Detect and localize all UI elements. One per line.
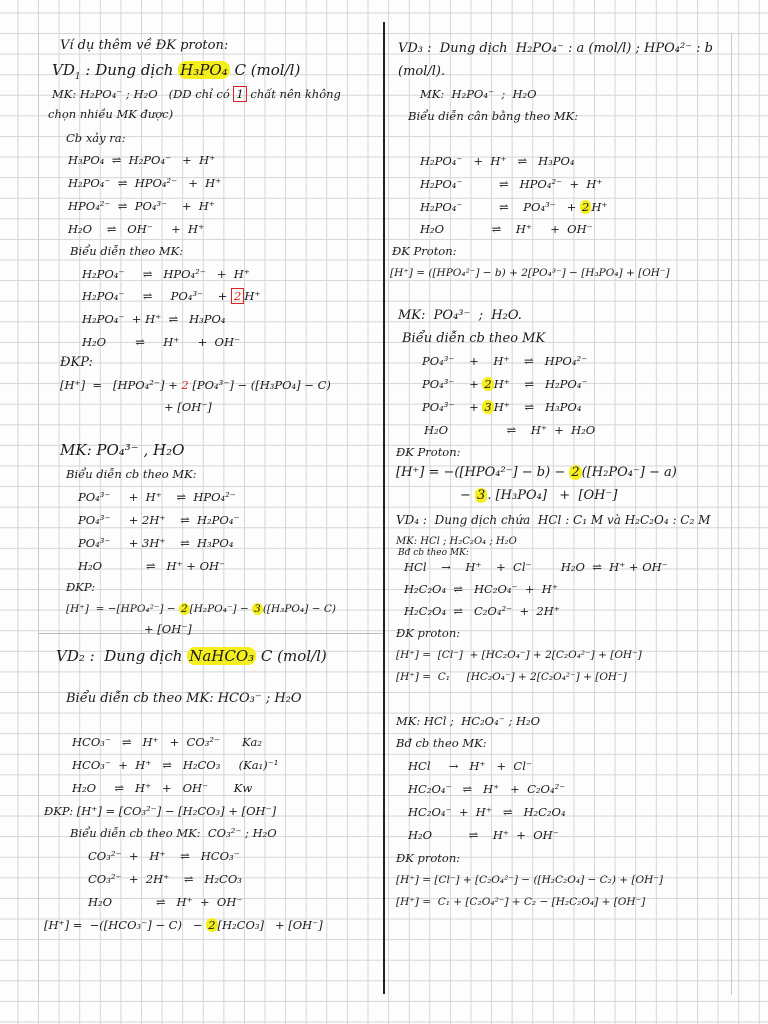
vd2-last-line	[44, 918, 323, 932]
vd3-eq2c	[422, 400, 581, 414]
vd1-note-c: chọn nhiều MK được)	[48, 107, 174, 121]
vd1-dkp-c: + [OH⁻]	[164, 400, 212, 414]
vd1-eq: H₂PO₄⁻ ⇌ HPO₄²⁻ + H⁺	[68, 176, 222, 190]
vd1-bd: Biểu diễn theo MK:	[70, 244, 184, 258]
vd3-heading: VD₃ : Dung dịch H₂PO₄⁻ : a (mol/l) ; HPO₄²⁻ : b	[398, 41, 714, 56]
vd3-eq2c-h: 3	[484, 400, 492, 414]
vd4-bd: Bđ cb theo MK:	[398, 548, 469, 558]
vd1-heading-sub: 1	[74, 72, 81, 82]
vd4-dk1: [H⁺] = [Cl⁻] + [HC₂O₄⁻] + 2[C₂O₄²⁻] + [OH⁻]	[396, 649, 642, 661]
vd1-formula-highlight: H₃PO₄	[180, 61, 228, 79]
vd1-eq: HPO₄²⁻ ⇌ PO₄³⁻ + H⁺	[68, 199, 215, 213]
vd4-eq2: H₂O ⇌ H⁺ + OH⁻	[408, 828, 559, 842]
vd3-eq: H₂PO₄⁻ ⇌ HPO₄²⁻ + H⁺	[420, 177, 603, 191]
vd1-dkp-b: [PO₄³⁻] − ([H₃PO₄] − C)	[192, 378, 331, 392]
vd4-eq: H₂C₂O₄ ⇌ HC₂O₄⁻ + H⁺	[404, 582, 558, 596]
vd4-eq2: HCl → H⁺ + Cl⁻	[408, 759, 532, 773]
vd3-eq2c-b: H⁺ ⇌ H₃PO₄	[493, 400, 582, 414]
vd1-eq: H₃PO₄ ⇌ H₂PO₄⁻ + H⁺	[68, 153, 216, 167]
vd1b-dkp-h1: 2	[180, 603, 188, 615]
vd2-conc: C (mol/l)	[260, 647, 327, 665]
vd3-mk2: MK: PO₄³⁻ ; H₂O.	[398, 308, 522, 323]
vd3-eq2d: H₂O ⇌ H⁺ + H₂O	[424, 423, 596, 437]
vd3-eq2b	[422, 377, 588, 391]
vd1-note-box: 1	[233, 86, 246, 102]
vd4-dk3: [H⁺] = [Cl⁻] + [C₂O₄²⁻] − ([H₂C₂O₄] − C₂) + [OH⁻]	[396, 874, 663, 886]
vd1-note-b: chất nên không	[250, 87, 341, 101]
vd4-dk-label: ĐK proton:	[396, 626, 461, 640]
vd1-heading	[52, 61, 300, 86]
vd1b-dkp-c: ([H₃PO₄] − C)	[262, 603, 336, 615]
vd3-eq2c-a: PO₄³⁻ +	[422, 400, 479, 414]
vd3-heading2: (mol/l).	[398, 64, 446, 79]
vd3-dk2-h2: 3	[477, 488, 486, 503]
vd1b-eq: PO₄³⁻ + 2H⁺ ⇌ H₂PO₄⁻	[78, 513, 240, 527]
vd2-bd: Biểu diễn cb theo MK: HCO₃⁻ ; H₂O	[66, 691, 302, 706]
vd4-dk2: [H⁺] = C₁ [HC₂O₄⁻] + 2[C₂O₄²⁻] + [OH⁻]	[396, 671, 627, 683]
vd1-heading-text: : Dung dịch	[85, 61, 174, 79]
vd3-dk2-a: [H⁺] = −([HPO₄²⁻] − b) −	[396, 465, 566, 480]
vd3-bd2: Biểu diễn cb theo MK	[402, 331, 546, 346]
vd2-bd2: Biểu diễn cb theo MK: CO₃²⁻ ; H₂O	[70, 826, 277, 840]
vd3-hl: 2	[582, 200, 590, 214]
vd3-dk: [H⁺] = ([HPO₄²⁻] − b) + 2[PO₄³⁻] − [H₃PO₄] + [OH⁻]	[390, 267, 670, 279]
vd3-mk: MK: H₂PO₄⁻ ; H₂O	[420, 87, 537, 101]
vd1b-eq: PO₄³⁻ + H⁺ ⇌ HPO₄²⁻	[78, 490, 236, 504]
vd1b-mk: MK: PO₄³⁻ , H₂O	[60, 441, 185, 459]
vd2-eq: HCO₃⁻ ⇌ H⁺ + CO₃²⁻ Ka₂	[72, 735, 263, 749]
section-separator	[38, 633, 383, 634]
vd1-dkp-label: ĐKP:	[60, 355, 93, 370]
vd1b-eq: PO₄³⁻ + 3H⁺ ⇌ H₃PO₄	[78, 536, 234, 550]
vd2-formula-highlight: NaHCO₃	[189, 647, 255, 665]
vd4-bd2: Bđ cb theo MK:	[396, 736, 487, 750]
vd4-mk: MK: HCl ; H₂C₂O₄ ; H₂O	[396, 536, 517, 547]
page-title: Ví dụ thêm về ĐK proton:	[60, 38, 229, 53]
vd1-eq2: H₂PO₄⁻ ⇌ HPO₄²⁻ + H⁺	[82, 267, 250, 281]
vd4-dk2-label: ĐK proton:	[396, 851, 461, 865]
vd1-eq2: H₂PO₄⁻ ⇌ PO₄³⁻ +	[82, 289, 228, 303]
vd1b-bd: Biểu diễn cb theo MK:	[66, 467, 197, 481]
vd1b-eq: H₂O ⇌ H⁺ + OH⁻	[78, 559, 226, 573]
vd1b-dkp-label: ĐKP:	[66, 580, 96, 594]
vd4-eq2: HC₂O₄⁻ + H⁺ ⇌ H₂C₂O₄	[408, 805, 566, 819]
vd1-concentration: C (mol/l)	[234, 61, 301, 79]
vd3-eq: H₂O ⇌ H⁺ + OH⁻	[420, 222, 593, 236]
vd3-hl-tail: H⁺	[591, 200, 608, 214]
vd1-cb: Cb xảy ra:	[66, 131, 126, 145]
vd1-mk: MK: H₂PO₄⁻ ; H₂O	[52, 87, 158, 101]
vd4-dk4: [H⁺] = C₁ + [C₂O₄²⁻] + C₂ − [H₂C₂O₄] + [OH⁻]	[396, 896, 646, 908]
vd2-heading: VD₂ : Dung dịch	[56, 647, 183, 665]
vd1-eq: H₂O ⇌ OH⁻ + H⁺	[68, 222, 205, 236]
vd1-dkp-a: [H⁺] = [HPO₄²⁻] +	[60, 378, 178, 392]
vd1-eq2-line	[82, 289, 260, 303]
vd2-eq2: CO₃²⁻ + 2H⁺ ⇌ H₂CO₃	[88, 872, 242, 886]
vd3-dk2-line2	[460, 488, 617, 504]
vd2-eq2: H₂O ⇌ H⁺ + OH⁻	[88, 895, 243, 909]
vd3-eq-line	[420, 200, 607, 214]
vd1b-dkp-a: [H⁺] = −[HPO₄²⁻] −	[66, 603, 176, 615]
vd3-eq2a: PO₄³⁻ + H⁺ ⇌ HPO₄²⁻	[422, 354, 588, 368]
column-divider	[383, 22, 385, 994]
vd1-dkp-red: 2	[181, 378, 189, 392]
vd3-dk2-label: ĐK Proton:	[396, 445, 461, 459]
vd4-eq2: HC₂O₄⁻ ⇌ H⁺ + C₂O₄²⁻	[408, 782, 566, 796]
vd2-last-a: [H⁺] = −([HCO₃⁻] − C) −	[44, 918, 203, 932]
vd2-heading-line	[56, 647, 327, 665]
vd1b-dkp-h2: 3	[254, 603, 261, 615]
vd1-mk-line	[52, 87, 341, 101]
vd1-dkp-line	[60, 378, 331, 392]
vd3-dk2-c: −	[460, 488, 471, 503]
vd1-note-a: (DD chỉ có	[168, 87, 230, 101]
vd1-box-2: 2	[231, 288, 244, 304]
vd3-eq2b-b: H⁺ ⇌ H₂PO₄⁻	[493, 377, 588, 391]
vd4-heading: VD₄ : Dung dịch chứa HCl : C₁ M và H₂C₂O₄ : C₂ M	[396, 513, 711, 527]
vd2-dkp: ĐKP: [H⁺] = [CO₃²⁻] − [H₂CO₃] + [OH⁻]	[44, 804, 277, 818]
vd3-eq2b-a: PO₄³⁻ +	[422, 377, 479, 391]
vd3-dk2-h: 2	[571, 465, 580, 480]
vd4-eq: H₂C₂O₄ ⇌ C₂O₄²⁻ + 2H⁺	[404, 604, 560, 618]
vd2-eq2: CO₃²⁻ + H⁺ ⇌ HCO₃⁻	[88, 849, 240, 863]
vd1-eq2: H₂O ⇌ H⁺ + OH⁻	[82, 335, 241, 349]
vd2-last-h: 2	[208, 918, 216, 932]
vd1-heading-label: VD	[52, 61, 75, 79]
vd2-eq: H₂O ⇌ H⁺ + OH⁻ Kw	[72, 781, 253, 795]
vd2-eq: HCO₃⁻ + H⁺ ⇌ H₂CO₃ (Ka₁)⁻¹	[72, 758, 279, 772]
vd1b-dkp-d: + [OH⁻]	[144, 622, 192, 636]
vd3-eq: H₂PO₄⁻ ⇌ PO₄³⁻ +	[420, 200, 577, 214]
vd3-dk-label: ĐK Proton:	[392, 244, 457, 258]
vd1b-dkp-b: [H₂PO₄⁻] −	[189, 603, 249, 615]
vd4-eq: HCl → H⁺ + Cl⁻ H₂O ⇌ H⁺ + OH⁻	[404, 560, 668, 574]
vd3-dk2-d: . [H₃PO₄] + [OH⁻]	[487, 488, 618, 503]
vd3-dk2-b: ([H₂PO₄⁻] − a)	[581, 465, 677, 480]
vd4-mk2: MK: HCl ; HC₂O₄⁻ ; H₂O	[396, 714, 541, 728]
vd3-bd: Biểu diễn cân bằng theo MK:	[408, 109, 579, 123]
vd3-dk2-line	[396, 465, 677, 481]
vd1-box-2-tail: H⁺	[244, 289, 261, 303]
vd2-last-b: [H₂CO₃] + [OH⁻]	[217, 918, 323, 932]
vd1b-dkp-line	[66, 602, 336, 616]
vd3-eq: H₂PO₄⁻ + H⁺ ⇌ H₃PO₄	[420, 154, 575, 168]
vd3-eq2b-h: 2	[484, 377, 492, 391]
vd1-eq2: H₂PO₄⁻ + H⁺ ⇌ H₃PO₄	[82, 312, 226, 326]
